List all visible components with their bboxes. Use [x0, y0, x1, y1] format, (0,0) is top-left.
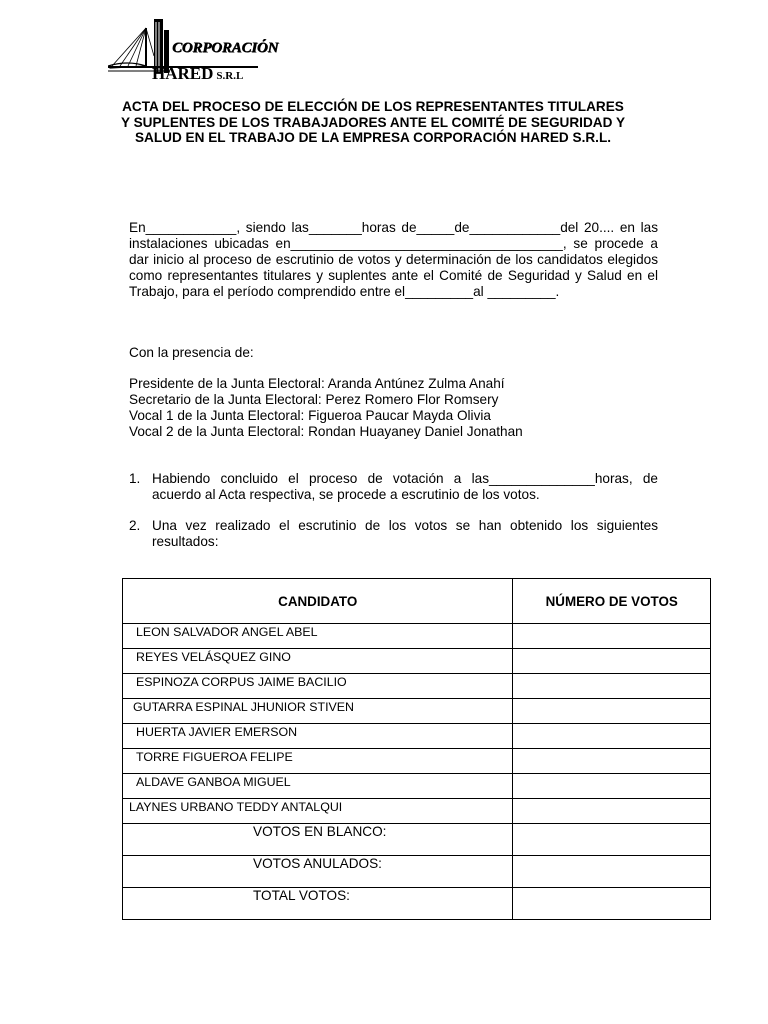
candidate-cell [123, 799, 513, 824]
summary-label: VOTOS ANULADOS: [253, 856, 382, 871]
company-logo [108, 16, 279, 84]
header-votes: NÚMERO DE VOTOS [513, 579, 711, 624]
item-number: 1. [129, 471, 141, 486]
votes-cell[interactable] [513, 649, 711, 674]
document-title: ACTA DEL PROCESO DE ELECCIÓN DE LOS REPRESENTANTES TITULARES Y SUPLENTES DE LOS TRABAJADORES ANTE EL COMITÉ DE SEGURIDAD Y SALUD EN EL TRABAJO DE LA EMPRESA CORPORACIÓN HARED S.R.L. [120, 99, 626, 145]
candidate-cell [123, 649, 513, 674]
candidate-cell [123, 724, 513, 749]
summary-label: TOTAL VOTOS: [253, 888, 350, 903]
summary-cell [123, 888, 513, 920]
summary-row-total [123, 888, 711, 920]
table-row [123, 699, 711, 724]
candidate-cell [123, 624, 513, 649]
votes-cell[interactable] [513, 724, 711, 749]
votes-cell[interactable] [513, 856, 711, 888]
votes-cell[interactable] [513, 799, 711, 824]
table-row [123, 624, 711, 649]
logo-company-name: CORPORACIÓN [172, 40, 279, 56]
intro-paragraph: En____________, siendo las_______horas de_____de____________del 20.... en las instalaciones ubicadas en____________________________________, se procede a dar inicio al proceso de escrutinio de votos y determinación de los candidatos elegidos como representantes titulares y suplentes ante el Comité de Seguridad y Salud en el Trabajo, para el período comprendido entre el_________al _________. [129, 220, 658, 299]
candidate-cell [123, 674, 513, 699]
candidate-cell [123, 774, 513, 799]
candidate-name: ALDAVE GANBOA MIGUEL [136, 775, 291, 789]
item-number: 2. [129, 518, 141, 533]
table-row [123, 724, 711, 749]
logo-srl: S.R.L [216, 70, 244, 82]
summary-cell [123, 824, 513, 856]
candidate-name: GUTARRA ESPINAL JHUNIOR STIVEN [133, 700, 355, 714]
item-text: Habiendo concluido el proceso de votación a las______________horas, de acuerdo al Acta respectiva, se procede a escrutinio de los votos. [152, 471, 658, 502]
member-secretary: Secretario de la Junta Electoral: Perez Romero Flor Romsery [129, 392, 499, 407]
candidate-cell [123, 699, 513, 724]
presence-label: Con la presencia de: [129, 345, 254, 360]
header-candidate: CANDIDATO [123, 579, 513, 624]
summary-cell [123, 856, 513, 888]
votes-cell[interactable] [513, 774, 711, 799]
votes-cell[interactable] [513, 674, 711, 699]
table-row [123, 774, 711, 799]
numbered-item-1 [129, 471, 658, 502]
table-row [123, 799, 711, 824]
candidate-cell [123, 749, 513, 774]
candidate-name: LAYNES URBANO TEDDY ANTALQUI [129, 800, 343, 814]
summary-row-annulled [123, 856, 711, 888]
votes-cell[interactable] [513, 749, 711, 774]
votes-cell[interactable] [513, 699, 711, 724]
table-row [123, 674, 711, 699]
candidate-name: LEON SALVADOR ANGEL ABEL [136, 625, 318, 639]
table-header-row [123, 579, 711, 624]
votes-cell[interactable] [513, 888, 711, 920]
table-row [123, 749, 711, 774]
member-vocal-2: Vocal 2 de la Junta Electoral: Rondan Huayaney Daniel Jonathan [129, 424, 523, 439]
votes-table [122, 578, 711, 920]
candidate-name: REYES VELÁSQUEZ GINO [136, 650, 291, 664]
votes-cell[interactable] [513, 824, 711, 856]
member-vocal-1: Vocal 1 de la Junta Electoral: Figueroa Paucar Mayda Olivia [129, 408, 491, 423]
candidate-name: HUERTA JAVIER EMERSON [136, 725, 298, 739]
table-row [123, 649, 711, 674]
logo-hared-text: HARED [152, 64, 214, 83]
item-text: Una vez realizado el escrutinio de los votos se han obtenido los siguientes resultados: [152, 518, 658, 549]
summary-label: VOTOS EN BLANCO: [253, 824, 387, 839]
votes-cell[interactable] [513, 624, 711, 649]
logo-hared [152, 64, 243, 84]
candidate-name: ESPINOZA CORPUS JAIME BACILIO [136, 675, 347, 689]
member-president: Presidente de la Junta Electoral: Aranda Antúnez Zulma Anahí [129, 376, 505, 391]
summary-row-blank [123, 824, 711, 856]
numbered-item-2 [129, 518, 658, 549]
candidate-name: TORRE FIGUEROA FELIPE [136, 750, 293, 764]
